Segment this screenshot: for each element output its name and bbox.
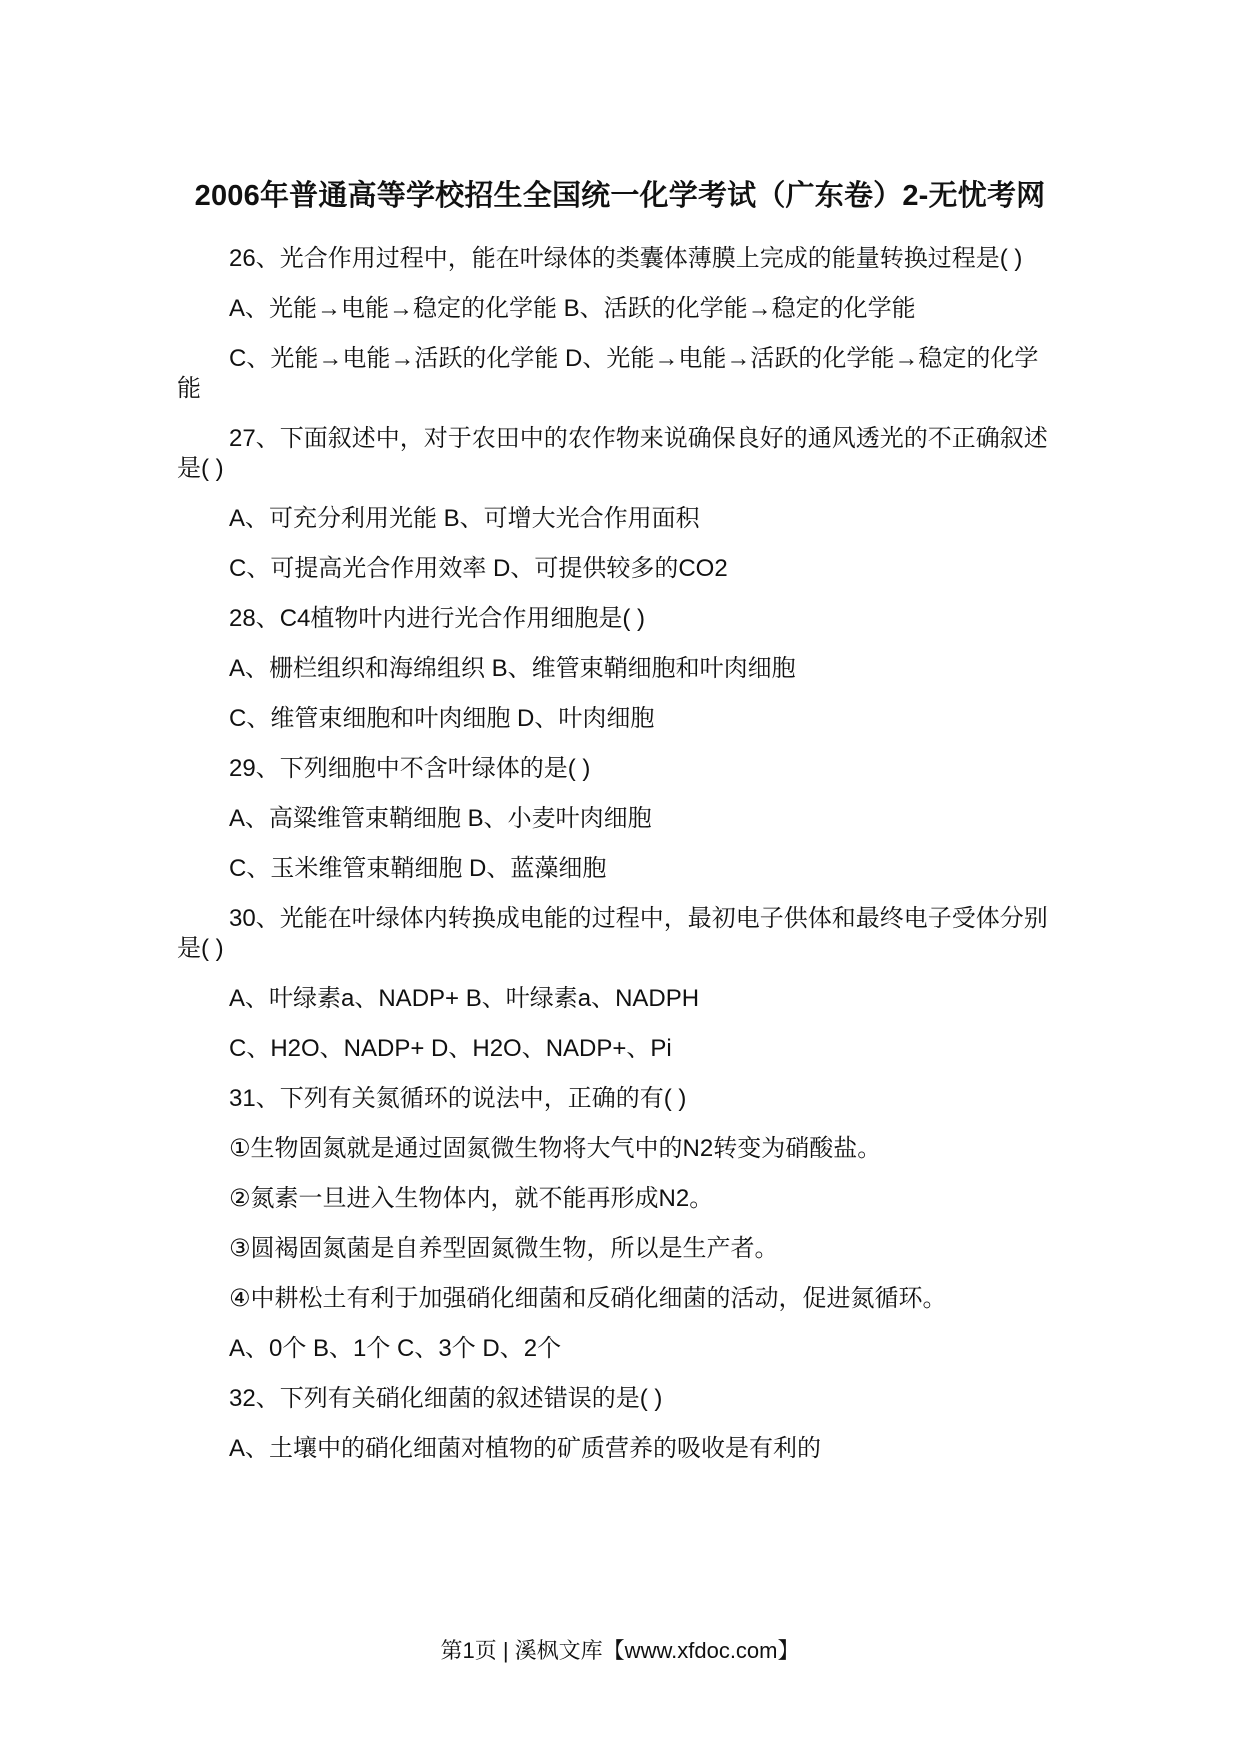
question-31-statement-2: ②氮素一旦进入生物体内，就不能再形成N2。 [229,1185,714,1212]
question-31-statement-4: ④中耕松土有利于加强硝化细菌和反硝化细菌的活动，促进氮循环。 [229,1285,947,1312]
document-title: 2006年普通高等学校招生全国统一化学考试（广东卷）2-无忧考网 [194,180,1046,212]
question-28: 28、C4植物叶内进行光合作用细胞是( ) [229,605,646,632]
question-26: 26、光合作用过程中，能在叶绿体的类囊体薄膜上完成的能量转换过程是( ) [229,245,1023,272]
question-29: 29、下列细胞中不含叶绿体的是( ) [229,755,591,782]
question-31-statement-1: ①生物固氮就是通过固氮微生物将大气中的N2转变为硝酸盐。 [229,1135,882,1162]
question-29-options-cd: C、玉米维管束鞘细胞 D、蓝藻细胞 [229,855,607,882]
question-26-options-cd: C、光能→电能→活跃的化学能 D、光能→电能→活跃的化学能→稳定的化学能 [177,345,1039,402]
question-29-options-ab: A、高粱维管束鞘细胞 B、小麦叶肉细胞 [229,805,652,832]
question-31: 31、下列有关氮循环的说法中，正确的有( ) [229,1085,687,1112]
question-27-options-cd: C、可提高光合作用效率 D、可提供较多的CO2 [229,555,728,582]
page-footer: 第1页 | 溪枫文库【www.xfdoc.com】 [440,1638,800,1663]
question-26-options-ab: A、光能→电能→稳定的化学能 B、活跃的化学能→稳定的化学能 [229,295,916,322]
question-31-options: A、0个 B、1个 C、3个 D、2个 [229,1335,562,1362]
question-27: 27、下面叙述中，对于农田中的农作物来说确保良好的通风透光的不正确叙述是( ) [177,425,1048,482]
question-32-option-a: A、土壤中的硝化细菌对植物的矿质营养的吸收是有利的 [229,1435,822,1462]
question-30-options-cd: C、H2O、NADP+ D、H2O、NADP+、Pi [229,1035,672,1062]
question-28-options-ab: A、栅栏组织和海绵组织 B、维管束鞘细胞和叶肉细胞 [229,655,796,682]
question-30-options-ab: A、叶绿素a、NADP+ B、叶绿素a、NADPH [229,985,700,1012]
question-27-options-ab: A、可充分利用光能 B、可增大光合作用面积 [229,505,700,532]
question-31-statement-3: ③圆褐固氮菌是自养型固氮微生物，所以是生产者。 [229,1235,779,1262]
question-28-options-cd: C、维管束细胞和叶肉细胞 D、叶肉细胞 [229,705,655,732]
question-30: 30、光能在叶绿体内转换成电能的过程中，最初电子供体和最终电子受体分别是( ) [177,905,1048,962]
document-body [177,244,1057,1464]
question-32: 32、下列有关硝化细菌的叙述错误的是( ) [229,1385,663,1412]
